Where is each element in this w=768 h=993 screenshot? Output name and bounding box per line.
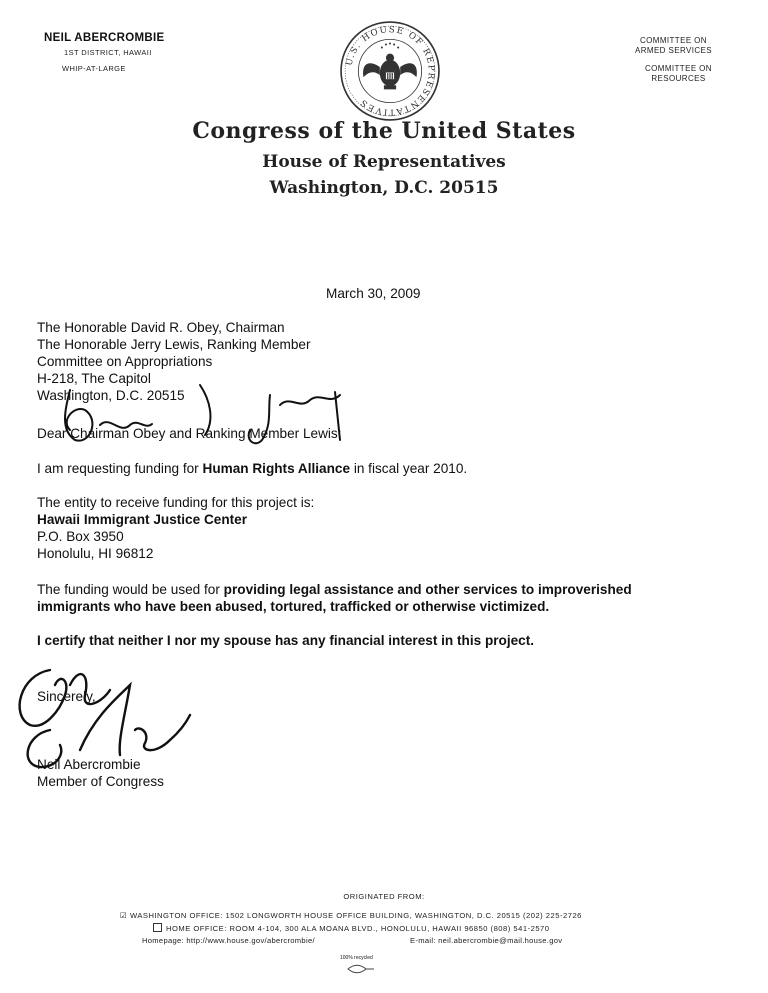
address-line: H-218, The Capitol (37, 371, 151, 386)
request-paragraph: I am requesting funding for Human Rights Alliance in fiscal year 2010. (37, 461, 468, 476)
signer-title: Member of Congress (37, 774, 164, 789)
footer-homepage: Homepage: http://www.house.gov/abercrombie/ (142, 936, 315, 945)
inside-address (37, 319, 311, 404)
closing: Sincerely, (37, 689, 96, 704)
footer-email: E-mail: neil.abercrombie@mail.house.gov (410, 936, 563, 945)
address-line: Committee on Appropriations (37, 354, 213, 369)
address-line: Washington, D.C. 20515 (37, 388, 185, 403)
city-heading: Washington, D.C. 20515 (269, 178, 499, 198)
house-heading: House of Representatives (262, 152, 506, 172)
footer-washington-office: ☑ WASHINGTON OFFICE: 1502 LONGWORTH HOUSE OFFICE BUILDING, WASHINGTON, D.C. 20515 (202) 225-2726 (120, 911, 582, 920)
letter-date: March 30, 2009 (326, 286, 421, 301)
certification-statement: I certify that neither I nor my spouse has any financial interest in this project. (37, 633, 535, 648)
checkbox-icon (153, 923, 162, 932)
entity-name: Hawaii Immigrant Justice Center (37, 512, 248, 527)
signer-block (37, 756, 164, 790)
recycled-paper-icon (346, 964, 376, 974)
sender-name: NEIL ABERCROMBIE (44, 32, 165, 44)
svg-text:U.S. HOUSE OF REPRESENTATIVES: U.S. HOUSE OF REPRESENTATIVES (344, 25, 436, 117)
checkmark-icon: ☑ (120, 911, 128, 920)
project-name: Human Rights Alliance (202, 461, 351, 476)
footer-originated: ORIGINATED FROM: (343, 892, 425, 901)
entity-block: The entity to receive funding for this project is: Hawaii Immigrant Justice Center P.O. Box 3950 Honolulu, HI 96812 (37, 495, 315, 561)
funding-paragraph: The funding would be used for providing legal assistance and other services to improverished immigrants who have been abused, tortured, trafficked or otherwise victimized. (37, 582, 632, 614)
sender-whip: WHIP-AT-LARGE (62, 64, 126, 73)
address-line: The Honorable Jerry Lewis, Ranking Member (37, 337, 311, 352)
house-seal-logo (339, 20, 441, 122)
address-line: The Honorable David R. Obey, Chairman (37, 320, 285, 335)
committee-resources: COMMITTEE ON RESOURCES (644, 64, 712, 83)
sender-district: 1ST DISTRICT, HAWAII (64, 48, 152, 57)
committee-armed-services: COMMITTEE ON ARMED SERVICES (634, 36, 712, 55)
signer-name: Neil Abercrombie (37, 757, 141, 772)
congress-heading: Congress of the United States (192, 118, 576, 144)
footer-home-office: HOME OFFICE: ROOM 4-104, 300 ALA MOANA BLVD., HONOLULU, HAWAII 96850 (808) 541-2570 (153, 923, 550, 933)
footer-recycled: 100% recycled (340, 955, 373, 961)
salutation: Dear Chairman Obey and Ranking Member Lewis: (37, 426, 342, 441)
